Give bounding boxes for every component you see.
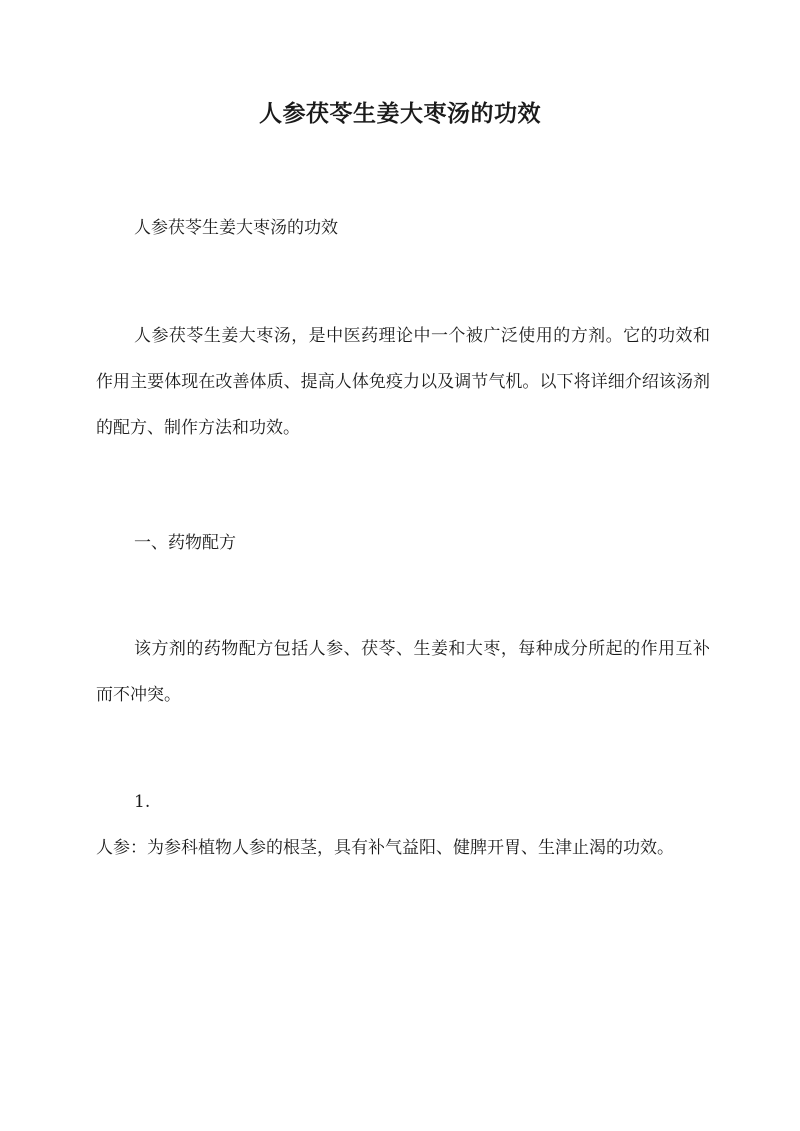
formula-paragraph: 该方剂的药物配方包括人参、茯苓、生姜和大枣，每种成分所起的作用互补而不冲突。 <box>96 639 710 705</box>
document-title: 人参茯苓生姜大枣汤的功效 <box>259 100 541 127</box>
list-item-ginseng: 人参：为参科植物人参的根茎，具有补气益阳、健脾开胃、生津止渴的功效。 <box>96 838 674 858</box>
section-heading: 一、药物配方 <box>134 533 236 553</box>
intro-paragraph: 人参茯苓生姜大枣汤，是中医药理论中一个被广泛使用的方剂。它的功效和作用主要体现在改善体质、提高人体免疫力以及调节气机。以下将详细介绍该汤剂的配方、制作方法和功效。 <box>96 326 710 438</box>
document-subtitle: 人参茯苓生姜大枣汤的功效 <box>134 218 338 238</box>
list-item-number: 1. <box>134 792 151 812</box>
